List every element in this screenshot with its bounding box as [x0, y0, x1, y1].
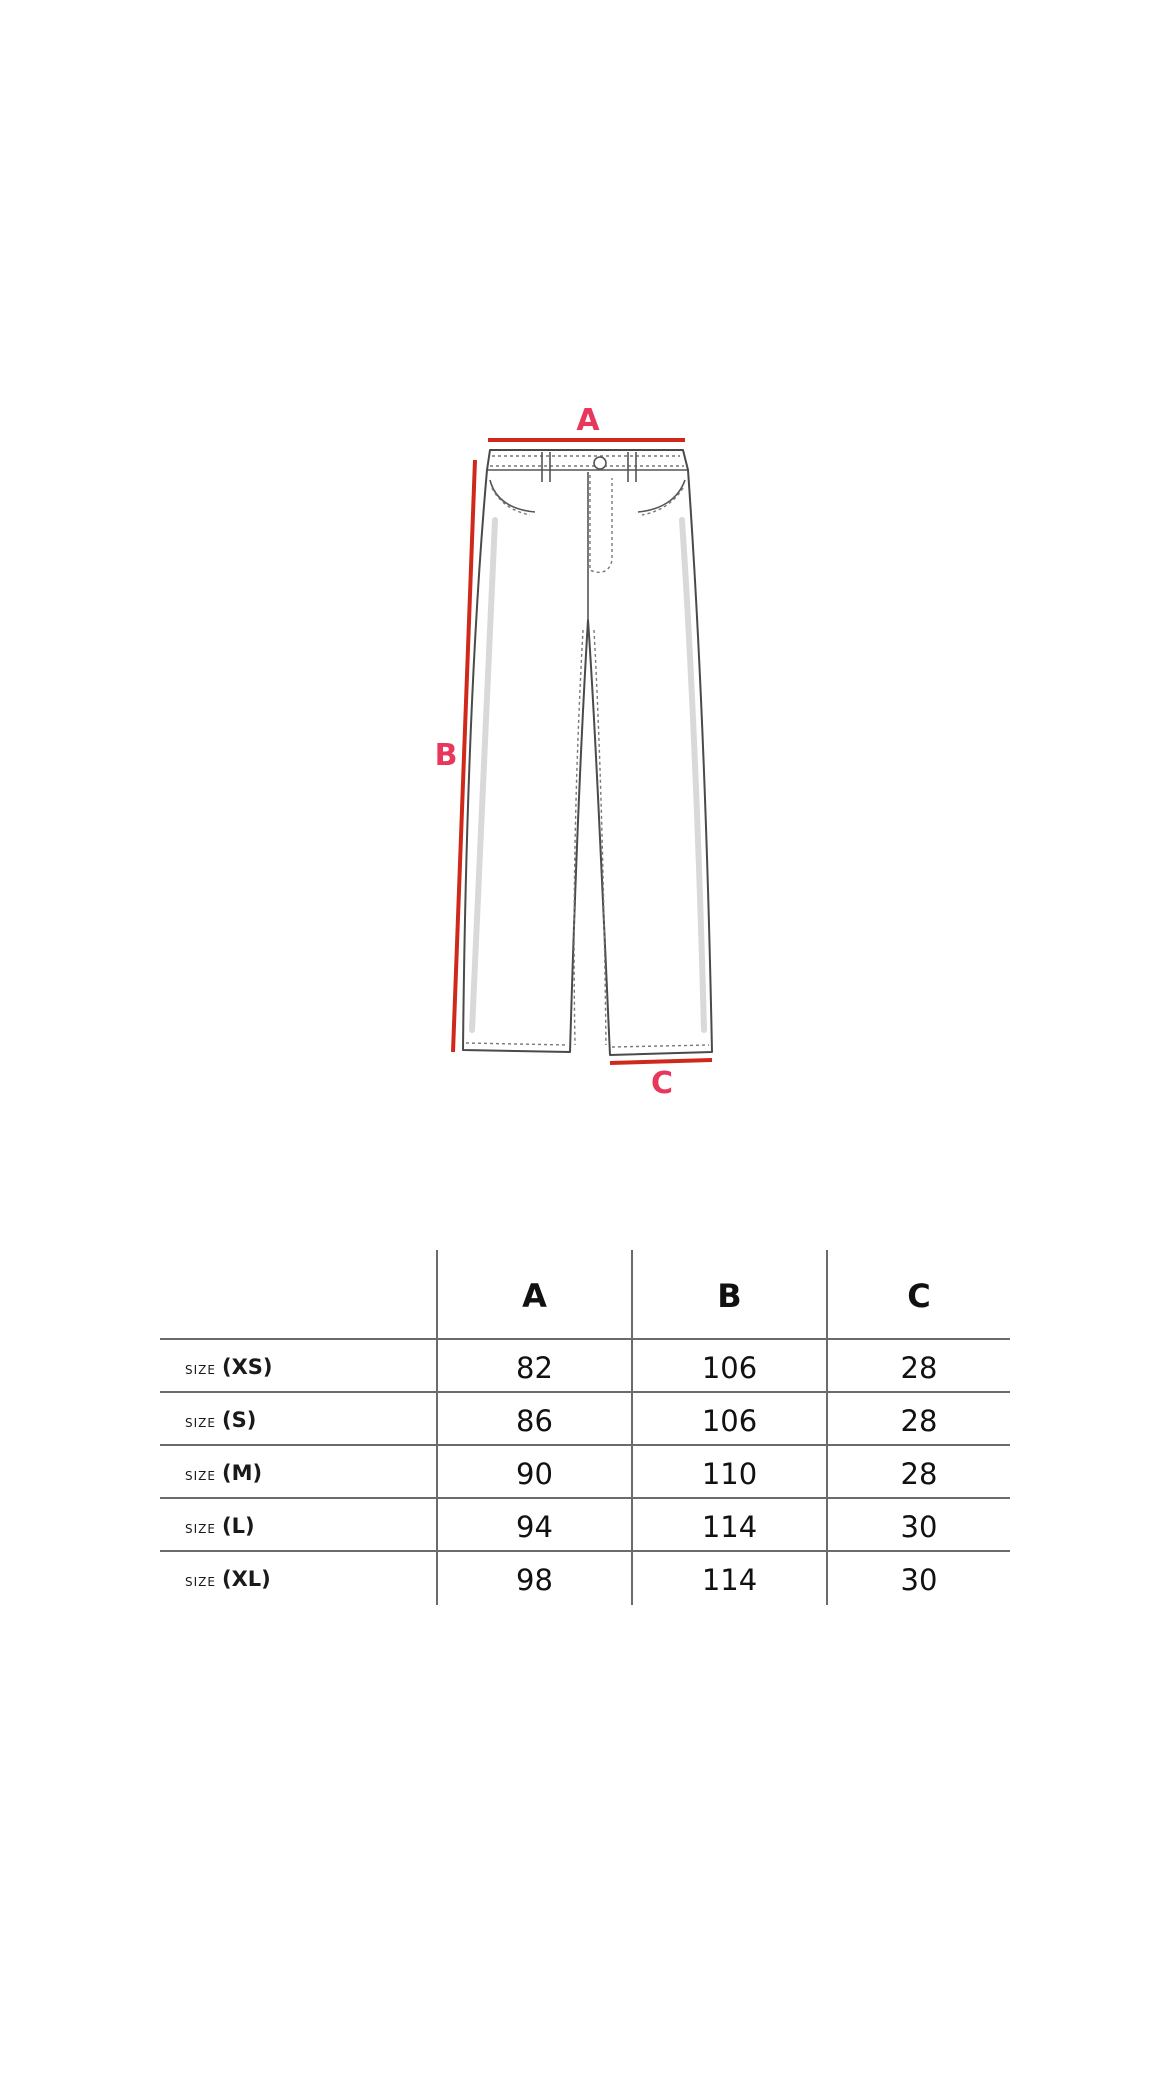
table-row	[160, 1552, 1010, 1605]
size-chart-table	[160, 1250, 1010, 1605]
table-cell: 86	[516, 1404, 553, 1438]
table-cell: 82	[516, 1351, 553, 1385]
row-label: size (M)	[185, 1461, 263, 1485]
table-row	[160, 1446, 1010, 1499]
row-label: size (L)	[185, 1514, 255, 1538]
table-cell: 114	[701, 1563, 758, 1597]
table-row	[160, 1393, 1010, 1446]
table-cell: 30	[900, 1563, 938, 1597]
column-header-b: B	[717, 1277, 742, 1315]
pants-illustration	[463, 450, 712, 1055]
row-label: size (S)	[185, 1408, 257, 1432]
column-header-c: C	[907, 1277, 931, 1315]
row-label: size (XS)	[185, 1355, 273, 1379]
dimension-label-c: C	[650, 1066, 674, 1101]
row-label: size (XL)	[185, 1567, 271, 1591]
table-cell: 94	[516, 1510, 553, 1544]
table-cell: 30	[900, 1510, 938, 1544]
table-cell: 114	[701, 1510, 758, 1544]
measure-line-c	[610, 1060, 712, 1063]
dimension-label-b: B	[434, 738, 458, 773]
table-cell: 98	[516, 1563, 553, 1597]
table-cell: 28	[900, 1457, 938, 1491]
column-header-a: A	[522, 1277, 547, 1315]
button-icon	[594, 457, 606, 469]
table-row	[160, 1340, 1010, 1393]
table-row	[160, 1499, 1010, 1552]
table-cell: 110	[701, 1457, 758, 1491]
table-cell: 28	[900, 1404, 938, 1438]
table-cell: 90	[516, 1457, 553, 1491]
table-cell: 28	[900, 1351, 938, 1385]
table-cell: 106	[701, 1351, 758, 1385]
table-cell: 106	[701, 1404, 758, 1438]
dimension-label-a: A	[576, 403, 600, 438]
